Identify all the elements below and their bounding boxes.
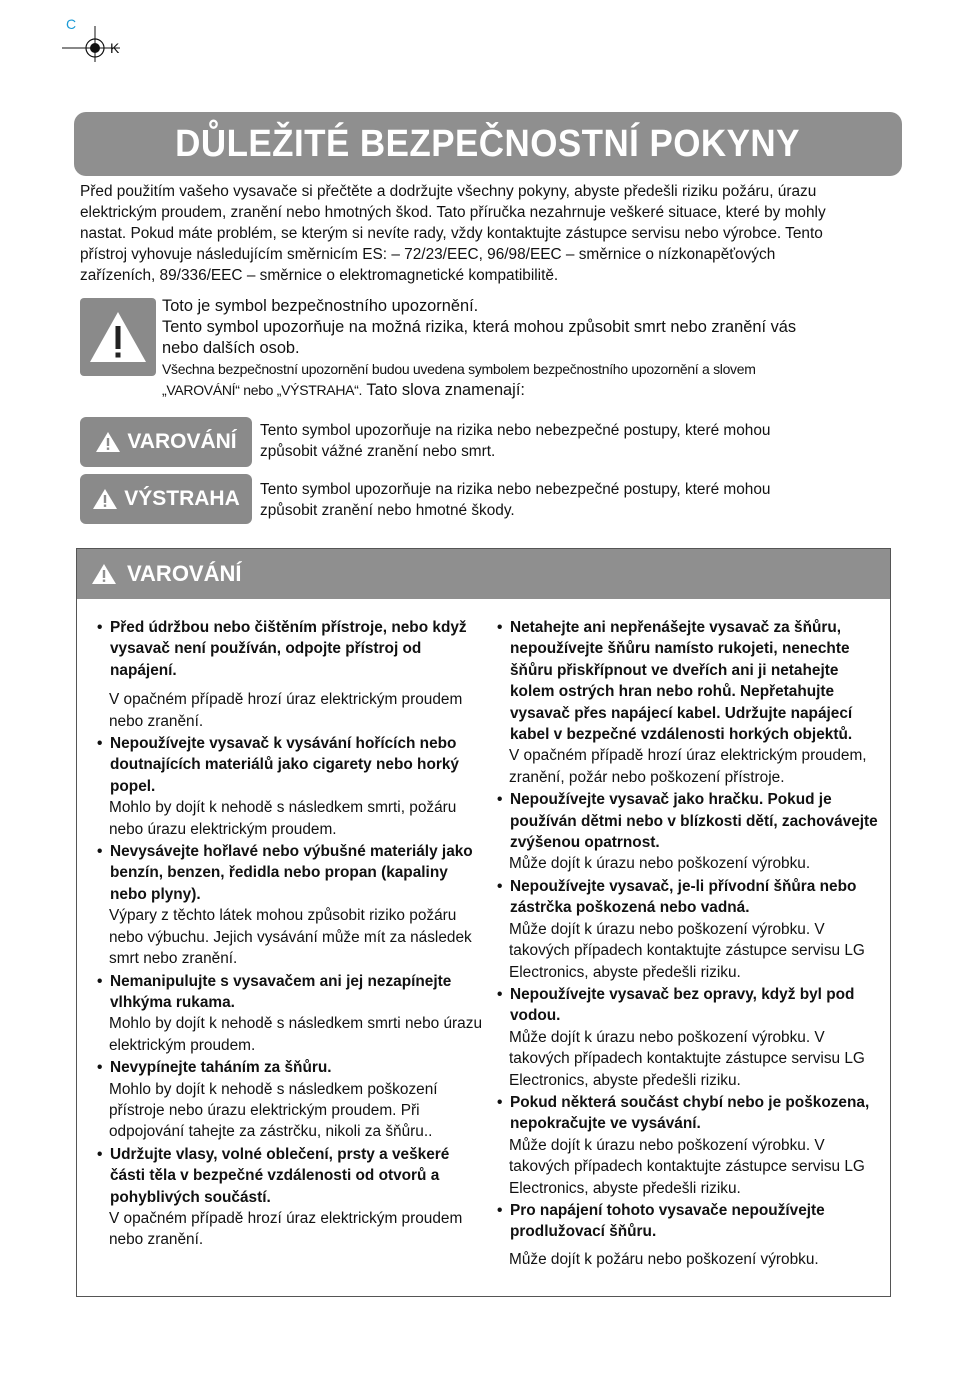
list-item [97,733,482,840]
list-item [497,789,882,875]
warning-triangle-icon [95,431,121,453]
list-item-body: Mohlo by dojít k nehodě s následkem smrti nebo úrazu elektrickým proudem. [109,1015,482,1054]
list-item-body: Mohlo by dojít k nehodě s následkem smrti, požáru nebo úrazu elektrickým proudem. [109,799,457,838]
intro-line: zařízeních, 89/336/EEC – směrnice o elektromagnetické kompatibilitě. [80,267,559,284]
warning-triangle-icon [91,563,117,585]
warning-column-right [497,617,882,1271]
safety-alert-symbol [80,298,156,376]
list-item [497,617,882,788]
warning-section-header [77,549,890,599]
list-item-heading: • Před údržbou nebo čištěním přístroje, nebo když vysavač není používán, odpojte přístroj od napájení. [97,617,482,681]
list-item [97,1144,482,1251]
intro-line: přístroj vyhovuje následujícím směrnicím ES: – 72/23/EEC, 96/98/EEC – směrnice o nízkonapěťových [80,246,776,263]
safety-line: Toto je symbol bezpečnostního upozornění. [162,297,479,315]
list-item-body: Mohlo by dojít k nehodě s následkem poškození přístroje nebo úrazu elektrickým proudem. Při odpojování tahejte za zástrčku, nikoli za šňůru.. [109,1080,438,1141]
list-item-body: Může dojít k úrazu nebo poškození výrobku. [509,855,811,873]
list-item [97,617,482,732]
list-item [97,841,482,969]
page-title: DŮLEŽITÉ BEZPEČNOSTNÍ POKYNY [175,122,801,165]
list-item-body: V opačném případě hrozí úraz elektrickým proudem nebo zranění. [109,1209,463,1249]
list-item [97,971,482,1057]
caution-badge-label: VÝSTRAHA [124,487,240,510]
exclamation-icon [87,309,149,365]
list-item-body: Může dojít k úrazu nebo poškození výrobku. V takových případech kontaktujte zástupce servisu LG Electronics, abyste předešli riziku. [509,1136,865,1197]
list-item-heading: • Pokud některá součást chybí nebo je poškozena, nepokračujte ve vysávání. [497,1092,882,1135]
warning-description [260,420,900,462]
intro-line: Před použitím vašeho vysavače si přečtěte a dodržujte všechny pokyny, abyste předešli riziku požáru, úrazu [80,183,817,200]
list-item [497,1200,882,1270]
list-item-heading: • Nevysávejte hořlavé nebo výbušné materiály jako benzín, benzen, ředidla nebo propan (kapaliny nebo plyny). [97,841,482,905]
list-item-heading: • Nepoužívejte vysavač bez opravy, když byl pod vodou. [497,984,882,1027]
list-item [497,1092,882,1199]
list-item-heading: • Nepoužívejte vysavač k vysávání hořících nebo doutnajících materiálů jako cigarety nebo horký popel. [97,733,482,797]
warning-badge [80,417,252,467]
warning-section [76,548,891,1297]
safety-line [162,380,902,401]
list-item [97,1057,482,1143]
warning-desc-line: způsobit vážné zranění nebo smrt. [260,443,496,460]
title-banner [74,112,902,176]
list-item-body: V opačném případě hrozí úraz elektrickým proudem, zranění, požár nebo poškození přístroje. [509,747,867,786]
list-item-body: Výpary z těchto látek mohou způsobit riziko požáru nebo výbuchu. Jejich vysávání může mít za následek smrt nebo zranění. [109,907,472,968]
caution-desc-line: Tento symbol upozorňuje na rizika nebo nebezpečné postupy, které mohou [260,481,771,498]
list-item-body: Může dojít k požáru nebo poškození výrobku. [509,1250,819,1268]
safety-line: nebo dalších osob. [162,339,300,357]
registration-c-label: C [66,16,77,32]
list-item [497,876,882,983]
intro-line: nastat. Pokud máte problém, se kterým si nevíte rady, vždy kontaktujte zástupce servisu nebo výrobce. Tento [80,225,823,242]
list-item-heading: • Pro napájení tohoto vysavače nepoužívejte prodlužovací šňůru. [497,1200,882,1243]
caution-desc-line: způsobit zranění nebo hmotné škody. [260,502,515,519]
warning-column-left [97,617,482,1252]
signal-words-meaning: Tato slova znamenají: [362,381,525,399]
caution-description [260,479,900,521]
warning-badge-label: VAROVÁNÍ [127,430,237,453]
safety-line: Tento symbol upozorňuje na možná rizika, která mohou způsobit smrt nebo zranění vás [162,318,797,336]
intro-line: elektrickým proudem, zranění nebo hmotných škod. Tato příručka nezahrnuje veškeré situace, které by mohly [80,204,826,221]
registration-mark [62,14,132,62]
list-item-body: V opačném případě hrozí úraz elektrickým proudem nebo zranění. [109,691,463,730]
intro-paragraph [80,181,910,286]
list-item-heading: • Nemanipulujte s vysavačem ani jej nezapínejte vlhkýma rukama. [97,971,482,1014]
list-item-body: Může dojít k úrazu nebo poškození výrobku. V takových případech kontaktujte zástupce servisu LG Electronics, abyste předešli riziku. [509,920,865,981]
list-item-heading: • Nepoužívejte vysavač jako hračku. Pokud je používán dětmi nebo v blízkosti dětí, zachovávejte zvýšenou opatrnost. [497,789,882,853]
list-item-heading: • Udržujte vlasy, volné oblečení, prsty a veškeré části těla v bezpečné vzdálenosti od otvorů a pohyblivých součástí. [97,1144,482,1208]
warning-section-title: VAROVÁNÍ [127,561,242,586]
safety-symbol-explanation [162,296,902,401]
list-item-heading: • Nevypínejte taháním za šňůru. [97,1057,482,1078]
list-item-body: Může dojít k úrazu nebo poškození výrobku. V takových případech kontaktujte zástupce servisu LG Electronics, abyste předešli riziku. [509,1028,865,1089]
registration-k-label: K [110,40,120,56]
warning-triangle-icon [92,488,118,510]
list-item-heading: • Netahejte ani nepřenášejte vysavač za šňůru, nepoužívejte šňůru namísto rukojeti, nenechte šňůru přiskřípnout ve dveřích ani ji netahejte kolem ostrých hran nebo rohů. Nepřetahujte vysavač přes napájecí kabel. Udržujte napájecí kabel v bezpečné vzdálenosti horkých objektů. [497,617,882,745]
list-item [497,984,882,1091]
signal-words: „VAROVÁNÍ“ nebo „VÝSTRAHA“. [162,382,363,398]
safety-line: Všechna bezpečnostní upozornění budou uvedena symbolem bezpečnostního upozornění a slovem [162,361,756,377]
caution-badge [80,474,252,524]
list-item-heading: • Nepoužívejte vysavač, je-li přívodní šňůra nebo zástrčka poškozená nebo vadná. [497,876,882,919]
warning-desc-line: Tento symbol upozorňuje na rizika nebo nebezpečné postupy, které mohou [260,422,771,439]
